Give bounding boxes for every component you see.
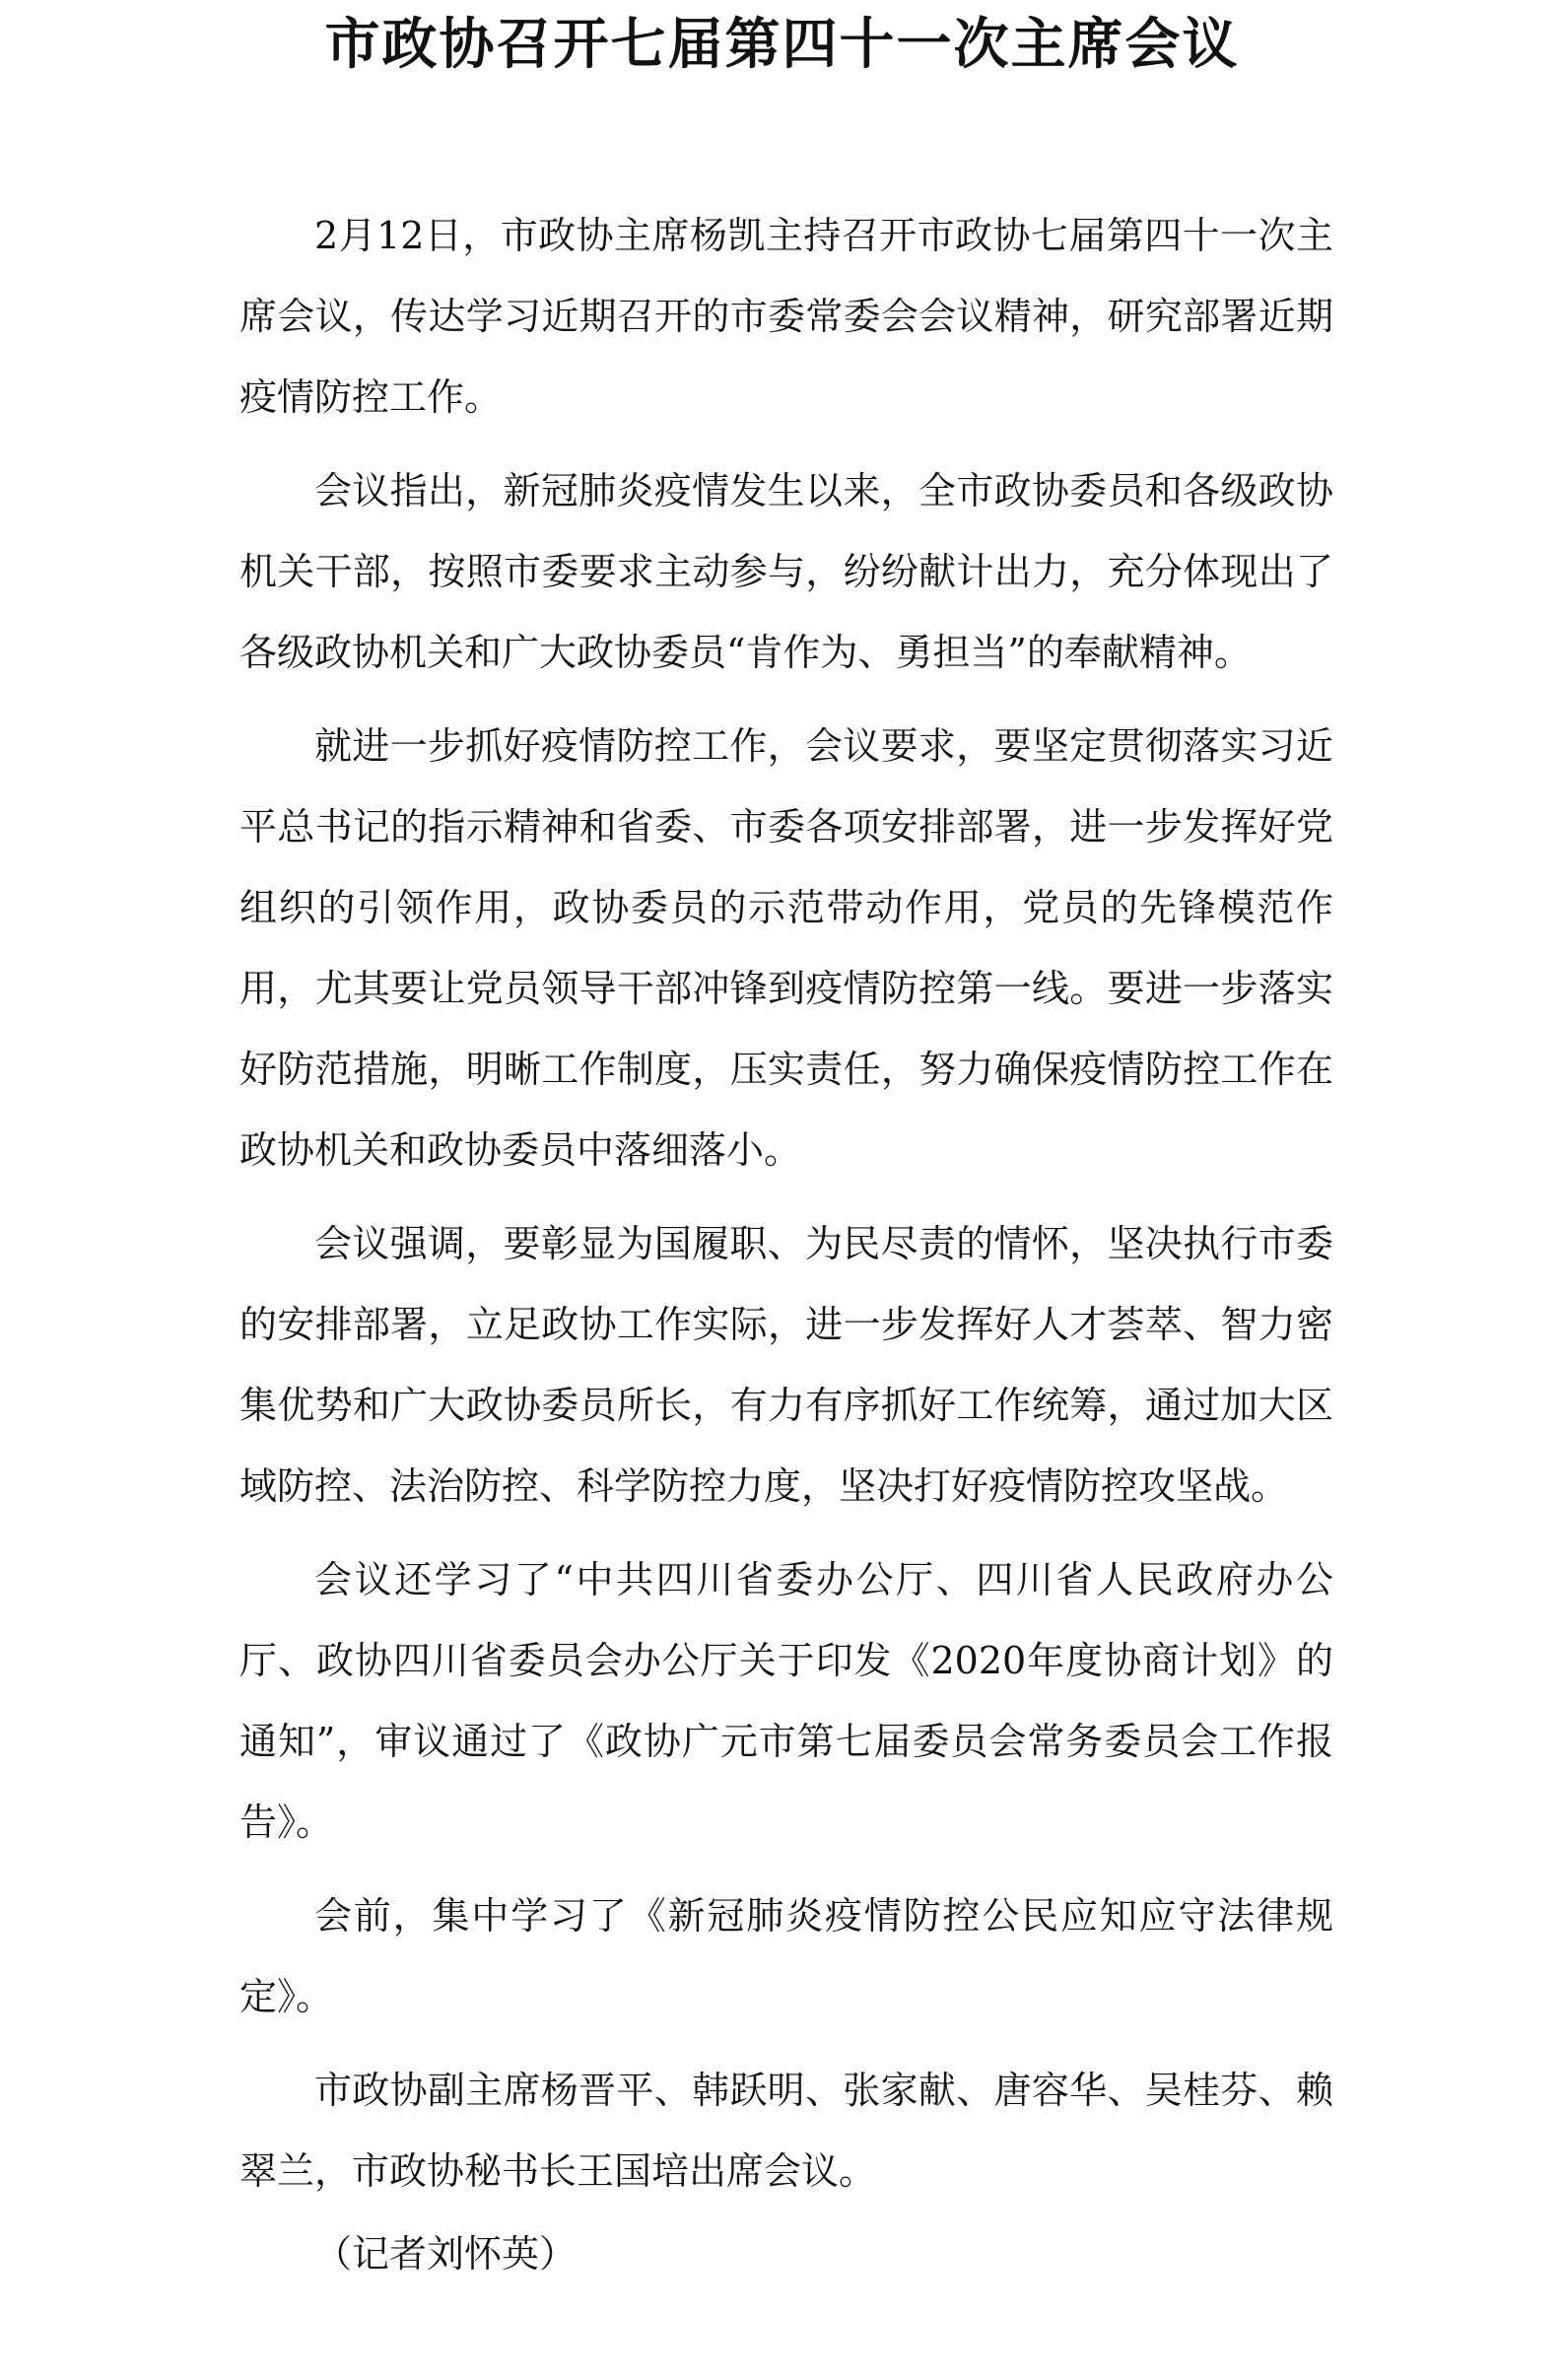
byline: （记者刘怀英） bbox=[314, 2232, 578, 2276]
paragraph-7: 市政协副主席杨晋平、韩跃明、张家献、唐容华、吴桂芬、赖翠兰，市政协秘书长王国培出席会议。 bbox=[239, 2069, 1333, 2193]
paragraph-5: 会议还学习了“中共四川省委办公厅、四川省人民政府办公厅、政协四川省委员会办公厅关于印发《2020年度协商计划》的通知”，审议通过了《政协广元市第七届委员会常务委员会工作报告》。 bbox=[239, 1558, 1333, 1844]
paragraph-1: 2月12日，市政协主席杨凯主持召开市政协七届第四十一次主席会议，传达学习近期召开的市委常委会会议精神，研究部署近期疫情防控工作。 bbox=[239, 214, 1333, 419]
paragraph-6: 会前，集中学习了《新冠肺炎疫情防控公民应知应守法律规定》。 bbox=[239, 1894, 1333, 2018]
paragraph-2: 会议指出，新冠肺炎疫情发生以来，全市政协委员和各级政协机关干部，按照市委要求主动参与，纷纷献计出力，充分体现出了各级政协机关和广大政协委员“肯作为、勇担当”的奉献精神。 bbox=[239, 469, 1333, 674]
paragraph-4: 会议强调，要彰显为国履职、为民尽责的情怀，坚决执行市委的安排部署，立足政协工作实际，进一步发挥好人才荟萃、智力密集优势和广大政协委员所长，有力有序抓好工作统筹，通过加大区域防控、法治防控、科学防控力度，坚决打好疫情防控攻坚战。 bbox=[239, 1222, 1333, 1508]
article-body bbox=[239, 195, 1333, 2283]
paragraph-3: 就进一步抓好疫情防控工作，会议要求，要坚定贯彻落实习近平总书记的指示精神和省委、市委各项安排部署，进一步发挥好党组织的引领作用，政协委员的示范带动作用，党员的先锋模范作用，尤其要让党员领导干部冲锋到疫情防控第一线。要进一步落实好防范措施，明晰工作制度，压实责任，努力确保疫情防控工作在政协机关和政协委员中落细落小。 bbox=[239, 724, 1333, 1172]
article-title: 市政协召开七届第四十一次主席会议 bbox=[324, 12, 1240, 77]
